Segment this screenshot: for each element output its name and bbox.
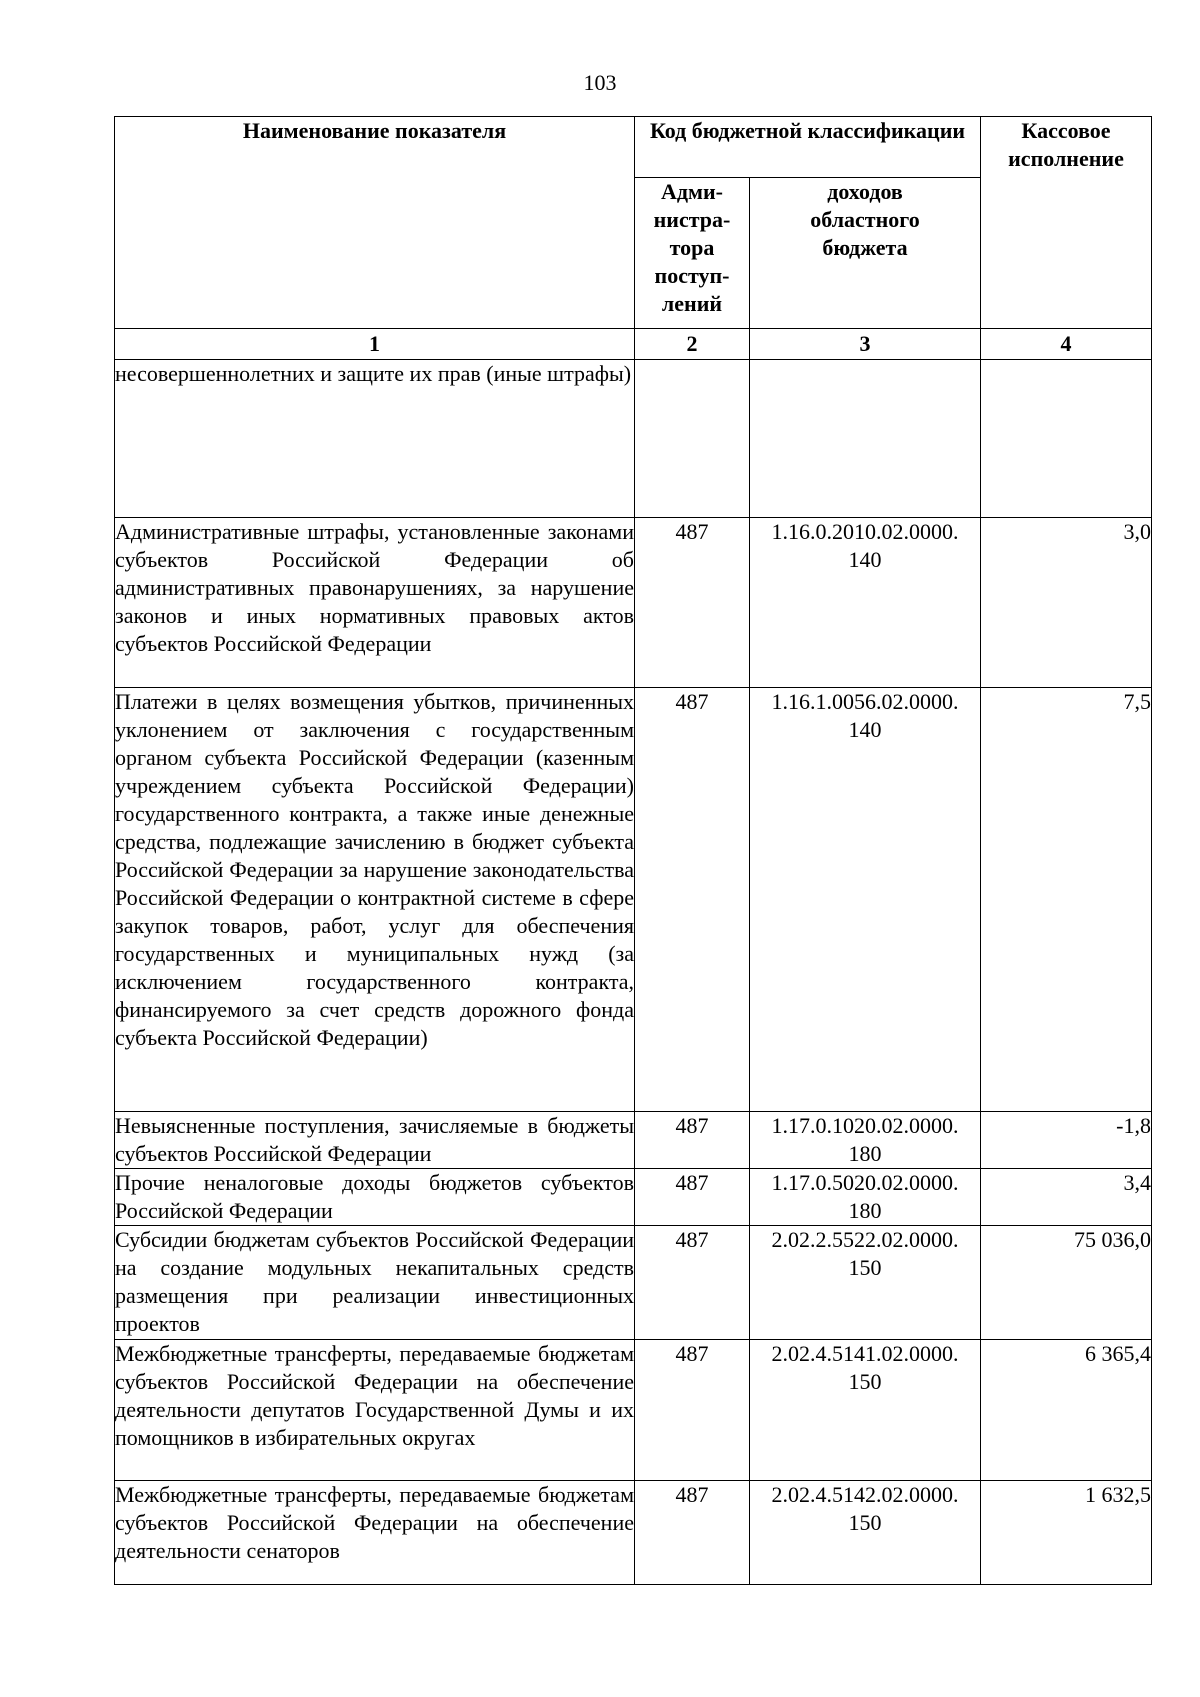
budget-table [114, 116, 1152, 1585]
code-line: 150 [848, 1255, 882, 1280]
table-row [115, 1226, 1152, 1340]
code-line: 2.02.4.5141.02.0000. [771, 1341, 959, 1366]
header-kod-group: Код бюджетной классификации [635, 117, 981, 178]
code-line: 2.02.4.5142.02.0000. [771, 1482, 959, 1507]
col-number: 4 [981, 329, 1152, 360]
header-admin-line: лений [661, 291, 723, 316]
row-admin-code: 487 [635, 1169, 750, 1226]
table-row [115, 1112, 1152, 1169]
code-line: 1.17.0.5020.02.0000. [771, 1170, 959, 1195]
code-line: 2.02.2.5522.02.0000. [771, 1227, 959, 1252]
row-name: Субсидии бюджетам субъектов Российской Федерации на создание модульных некапитальных средств размещения при реализации инвестиционных проектов [115, 1226, 635, 1340]
col-number: 2 [635, 329, 750, 360]
row-income-code [750, 688, 981, 1112]
row-admin-code: 487 [635, 1340, 750, 1481]
row-amount: 6 365,4 [981, 1340, 1152, 1481]
table-row [115, 1340, 1152, 1481]
table-row [115, 360, 1152, 518]
row-name: несовершеннолетних и защите их прав (иные штрафы) [115, 360, 635, 518]
table-row [115, 1481, 1152, 1585]
code-line: 150 [848, 1510, 882, 1535]
row-amount: 3,0 [981, 518, 1152, 688]
header-admin-line: нистра- [653, 207, 731, 232]
row-admin-code [635, 360, 750, 518]
col-number: 1 [115, 329, 635, 360]
header-kassa-line: Кассовое [1021, 118, 1111, 143]
row-amount: 3,4 [981, 1169, 1152, 1226]
row-amount: 75 036,0 [981, 1226, 1152, 1340]
row-income-code [750, 360, 981, 518]
col-number: 3 [750, 329, 981, 360]
header-kassa-line: исполнение [1008, 146, 1124, 171]
row-income-code [750, 1340, 981, 1481]
code-line: 1.16.0.2010.02.0000. [771, 519, 959, 544]
code-line: 150 [848, 1369, 882, 1394]
row-name: Платежи в целях возмещения убытков, причиненных уклонением от заключения с государственным органом субъекта Российской Федерации (казенным учреждением субъекта Российской Федерации) государственного контракта, а также иные денежные средства, подлежащие зачислению в бюджет субъекта Российской Федерации за нарушение законодательства Российской Федерации о контрактной системе в сфере закупок товаров, работ, услуг для обеспечения государственных и муниципальных нужд (за исключением государственного контракта, финансируемого за счет средств дорожного фонда субъекта Российской Федерации) [115, 688, 635, 1112]
code-line: 180 [848, 1198, 882, 1223]
code-line: 1.17.0.1020.02.0000. [771, 1113, 959, 1138]
header-income [750, 178, 981, 329]
table-row [115, 518, 1152, 688]
header-income-line: областного [810, 207, 920, 232]
row-income-code [750, 1169, 981, 1226]
row-name: Невыясненные поступления, зачисляемые в бюджеты субъектов Российской Федерации [115, 1112, 635, 1169]
row-admin-code: 487 [635, 1226, 750, 1340]
row-income-code [750, 1112, 981, 1169]
row-name: Межбюджетные трансферты, передаваемые бюджетам субъектов Российской Федерации на обеспечение деятельности депутатов Государственной Думы и их помощников в избирательных округах [115, 1340, 635, 1481]
row-income-code [750, 1481, 981, 1585]
row-amount [981, 360, 1152, 518]
row-admin-code: 487 [635, 688, 750, 1112]
table-row [115, 688, 1152, 1112]
code-line: 180 [848, 1141, 882, 1166]
row-amount: 7,5 [981, 688, 1152, 1112]
page-number: 103 [583, 70, 617, 95]
row-income-code [750, 1226, 981, 1340]
code-line: 140 [848, 547, 882, 572]
row-admin-code: 487 [635, 1112, 750, 1169]
header-income-line: бюджета [822, 235, 908, 260]
header-income-line: доходов [827, 179, 903, 204]
row-amount: -1,8 [981, 1112, 1152, 1169]
header-admin [635, 178, 750, 329]
header-name: Наименование показателя [115, 117, 635, 329]
row-amount: 1 632,5 [981, 1481, 1152, 1585]
row-name: Административные штрафы, установленные законами субъектов Российской Федерации об административных правонарушениях, за нарушение законов и иных нормативных правовых актов субъектов Российской Федерации [115, 518, 635, 688]
row-admin-code: 487 [635, 1481, 750, 1585]
code-line: 140 [848, 717, 882, 742]
header-admin-line: поступ- [654, 263, 730, 288]
header-admin-line: тора [669, 235, 715, 260]
row-income-code [750, 518, 981, 688]
table-row [115, 1169, 1152, 1226]
row-name: Межбюджетные трансферты, передаваемые бюджетам субъектов Российской Федерации на обеспечение деятельности сенаторов [115, 1481, 635, 1585]
header-kassa [981, 117, 1152, 329]
code-line: 1.16.1.0056.02.0000. [771, 689, 959, 714]
row-name: Прочие неналоговые доходы бюджетов субъектов Российской Федерации [115, 1169, 635, 1226]
row-admin-code: 487 [635, 518, 750, 688]
header-admin-line: Адми- [660, 179, 723, 204]
